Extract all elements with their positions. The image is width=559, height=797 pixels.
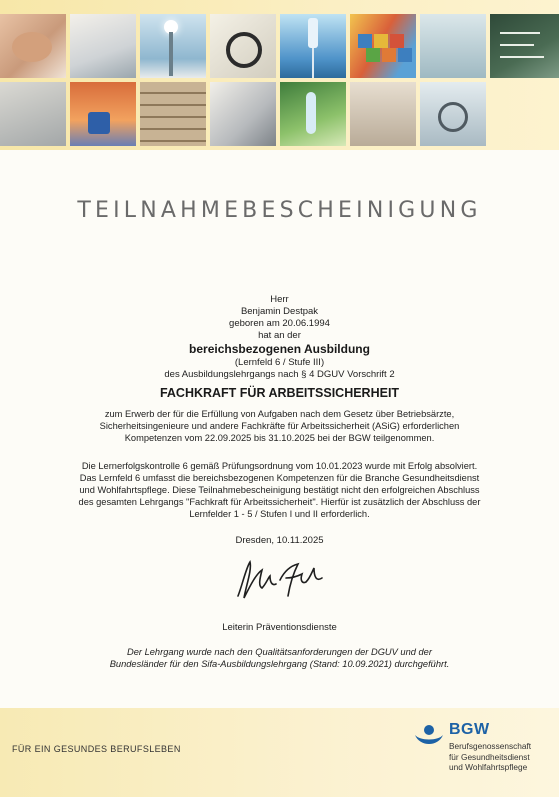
regulation-text: des Ausbildungslehrgangs nach § 4 DGUV Vorschrift 2 — [164, 369, 395, 380]
collage-photo-syringe — [210, 82, 276, 146]
exam-line: Lernfelder 1 - 5 / Stufen I und II erforderlich. — [189, 509, 370, 519]
bgw-subtitle-line: Berufsgenossenschaft — [449, 741, 532, 751]
collage-photo-stethoscope — [420, 82, 486, 146]
handwritten-signature — [232, 556, 328, 604]
collage-photo-plant — [280, 82, 346, 146]
collage-photo-drawers — [140, 82, 206, 146]
photo-collage-header — [0, 0, 559, 150]
collage-photo-walker — [350, 82, 416, 146]
collage-photo-chalkboard — [490, 14, 559, 78]
exam-line: und Wohlfahrtspflege. Diese Teilnahmebescheinigung bestätigt nicht den erfolgreichen Abschluss — [79, 485, 480, 495]
collage-photo-infusion — [280, 14, 346, 78]
document-title: TEILNAHMEBESCHEINIGUNG — [77, 198, 482, 223]
bgw-logo-icon — [414, 723, 444, 749]
collage-photo-hands — [0, 14, 66, 78]
training-type: bereichsbezogenen Ausbildung — [189, 342, 370, 356]
signatory-role: Leiterin Präventionsdienste — [222, 622, 337, 633]
footnote — [30, 646, 529, 670]
collage-photo-accessibility — [70, 82, 136, 146]
footer-slogan: FÜR EIN GESUNDES BERUFSLEBEN — [12, 744, 181, 754]
footnote-line: Bundesländer für den Sifa-Ausbildungslehrgang (Stand: 10.09.2021) durchgeführt. — [109, 659, 450, 669]
collage-photo-laptop — [0, 82, 66, 146]
collage-photo-scissors — [210, 14, 276, 78]
exam-line: Das Lernfeld 6 umfasst die bereichsbezogenen Kompetenzen für die Branche Gesundheitsdienst — [79, 473, 480, 483]
collage-photo-lamp — [140, 14, 206, 78]
bgw-logo-subtitle — [449, 741, 531, 773]
intro-text: hat an der — [258, 330, 301, 341]
collage-photo-blocks — [350, 14, 416, 78]
purpose-line: Sicherheitsingenieure und andere Fachkräfte für Arbeitssicherheit (ASiG) erforderlichen — [99, 421, 460, 431]
footnote-line: Der Lehrgang wurde nach den Qualitätsanforderungen der DGUV und der — [127, 647, 432, 657]
exam-line: des gesamten Lehrgangs "Fachkraft für Arbeitssicherheit". Hierfür ist zusätzlich der Abschluss der — [78, 497, 481, 507]
recipient-name: Benjamin Destpak — [240, 306, 319, 317]
salutation: Herr — [270, 294, 289, 305]
collage-photo-dental — [70, 14, 136, 78]
exam-paragraph — [30, 460, 529, 520]
bgw-subtitle-line: und Wohlfahrtspflege — [449, 762, 528, 772]
purpose-paragraph — [30, 408, 529, 444]
purpose-line: Kompetenzen vom 22.09.2025 bis 31.10.2025 bei der BGW teilgenommen. — [124, 433, 435, 443]
training-level: (Lernfeld 6 / Stufe III) — [234, 357, 325, 368]
bgw-subtitle-line: für Gesundheitsdienst — [449, 751, 530, 762]
birth-date: geboren am 20.06.1994 — [229, 318, 330, 329]
exam-line: Die Lernerfolgskontrolle 6 gemäß Prüfungsordnung vom 10.01.2023 wurde mit Erfolg absolviert. — [81, 461, 478, 471]
collage-photo-office — [420, 14, 486, 78]
purpose-line: zum Erwerb der für die Erfüllung von Aufgaben nach dem Gesetz über Betriebsärzte, — [104, 409, 455, 419]
place-date: Dresden, 10.11.2025 — [235, 535, 324, 546]
course-title: FACHKRAFT FÜR ARBEITSSICHERHEIT — [159, 386, 400, 400]
bgw-logo-name: BGW — [449, 721, 490, 738]
